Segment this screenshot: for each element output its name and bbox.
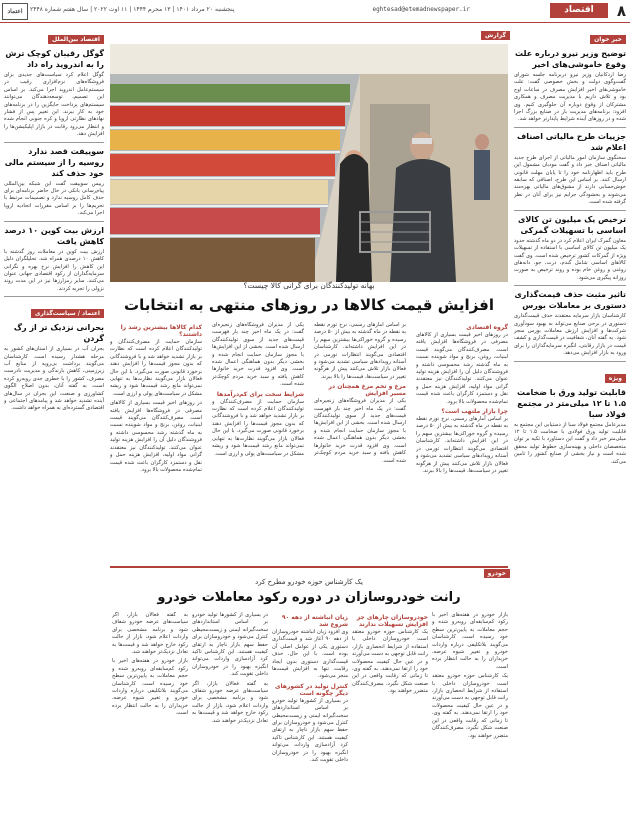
news-item xyxy=(514,131,626,207)
left-column-tag: اقتصاد بین‌الملل xyxy=(48,35,104,44)
bottom-kicker: یک کارشناس حوزه خودرو مطرح کرد xyxy=(255,578,363,586)
divider xyxy=(514,210,626,211)
bottom-column-3 xyxy=(272,612,348,816)
news-body: ارزش بیت کوین در معاملات روز گذشته با کاهش ۱۰ درصدی همراه شد. تحلیلگران دلیل این کاهش را افزایش نرخ بهره و نگرانی سرمایه‌گذاران از رکود اقتصادی جهانی عنوان می‌کنند. سایر رمزارزها نیز در این مدت روند نزولی را تجربه کردند. xyxy=(4,248,104,292)
article-subhead: کنترل تولید در کشورهای دیگر چگونه است xyxy=(274,682,348,697)
article-paragraph: یک کارشناس حوزه خودرو معتقد است خودروسازان داخلی با استفاده از شرایط انحصاری بازار، رانت قابل توجهی به دست می‌آورند و در عین حال کیفیت محصولات خود را ارتقا نمی‌دهند. به گفته وی، تا زمانی که رقابت واقعی در این صنعت شکل نگیرد، مصرف‌کنندگان متضرر خواهند بود. xyxy=(352,629,428,695)
byline: گروه اقتصادی xyxy=(466,324,508,331)
bottom-tag: خودرو xyxy=(484,569,510,578)
divider xyxy=(514,361,626,362)
article-paragraph: وی افزود زیان انباشته خودروسازان از دهه ۹۰ آغاز شد و قیمت‌گذاری دستوری یکی از عوامل اصلی آن بوده است. با این حال، حذف قیمت‌گذاری دستوری بدون ایجاد رقابت، تنها به افزایش قیمت‌ها منجر می‌شود. xyxy=(272,629,348,680)
section-label: اقتصاد xyxy=(550,3,608,18)
divider xyxy=(514,285,626,286)
news-title: جزییات طرح مالیاتی اصناف اعلام شد xyxy=(516,131,626,152)
right-column xyxy=(514,26,626,816)
article-column-4 xyxy=(110,322,202,562)
article-paragraph: سازمان حمایت از مصرف‌کنندگان و تولیدکنندگان اعلام کرده است که نظارت بر بازار تشدید خواهد شد و با فروشندگانی که بدون مجوز قیمت‌ها را افزایش دهند برخورد قانونی صورت می‌گیرد. با این حال فعالان بازار می‌گویند نظارت‌ها به تنهایی نمی‌تواند مانع رشد قیمت‌ها شود و ریشه مشکل در سیاست‌های پولی و ارزی است. xyxy=(212,398,304,457)
news-title: ارزش بیت کوین ۱۰ درصد کاهش یافت xyxy=(4,225,104,246)
news-title: توضیح وزیر نیرو درباره علت وقوع خاموشی‌های اخیر xyxy=(515,49,626,69)
left-bottom-tag: اعتماد / سیاست‌گذاری xyxy=(31,309,104,318)
bottom-headline: رانت خودروسازان در دوره رکود معاملات خودرو xyxy=(157,590,461,605)
divider xyxy=(4,296,104,297)
article-paragraph: بر اساس آمارهای رسمی، نرخ تورم نقطه به نقطه در ماه گذشته به بیش از ۵۰ درصد رسیده و گروه خوراکی‌ها بیشترین سهم را در این افزایش داشته‌اند. کارشناسان اقتصادی می‌گویند انتظارات تورمی در آستانه رویدادهای سیاسی تشدید می‌شود و فعالان بازار تلاش می‌کنند پیش از هرگونه تغییر در سیاست‌ها، قیمت‌ها را بالا ببرند. xyxy=(314,322,406,380)
bottom-column-1 xyxy=(432,612,508,816)
article-paragraph: سازمان حمایت از مصرف‌کنندگان و تولیدکنندگان اعلام کرده است که نظارت بر بازار تشدید خواهد شد و با فروشندگانی که بدون مجوز قیمت‌ها را افزایش دهند برخورد قانونی صورت می‌گیرد. با این حال فعالان بازار می‌گویند نظارت‌ها به تنهایی نمی‌تواند مانع رشد قیمت‌ها شود و ریشه مشکل در سیاست‌های پولی و ارزی است. xyxy=(110,339,202,397)
divider xyxy=(514,127,626,128)
main-article xyxy=(110,322,508,562)
bottom-column-5 xyxy=(112,612,188,816)
article-subhead: مرغ و تخم مرغ همچنان در مسیر افزایش xyxy=(328,383,406,398)
right-column-tag: خبر خوان xyxy=(590,35,626,44)
divider xyxy=(4,142,104,143)
article-column-2 xyxy=(314,322,406,562)
article-subhead: خودروسازان چارهای جز افزایش تسهیلات ندارند xyxy=(356,614,428,628)
left-bottom-body: بحران آب در بسیاری از استان‌های کشور به مرحله هشدار رسیده است. کارشناسان می‌گویند برداشت بی‌رویه از منابع آب زیرزمینی، کاهش بارندگی و مدیریت نادرست مصرف، کشور را با خطری جدی روبه‌رو کرده است. به گفته آنان، بدون اصلاح الگوی کشاورزی و صنعت، این بحران در سال‌های آینده تشدید خواهد شد و پیامدهای اجتماعی و اقتصادی گسترده‌ای به همراه خواهد داشت. xyxy=(4,346,104,412)
article-paragraph: یکی از مدیران فروشگاه‌های زنجیره‌ای گفت: در یک ماه اخیر چند بار فهرست قیمت‌های جدید از سوی تولیدکنندگان ارسال شده است. بخشی از این افزایش‌ها با مجوز سازمان حمایت انجام شده و بخشی دیگر بدون هماهنگی اعمال شده است. وی افزود قدرت خرید خانوارها کاهش یافته و سبد خرید مردم کوچک‌تر شده است. xyxy=(314,398,406,464)
newspaper-logo: اعتماد xyxy=(2,3,28,20)
bottom-column-2 xyxy=(352,612,428,816)
left-column xyxy=(4,26,104,816)
bottom-column-4 xyxy=(192,612,268,816)
article-column-1 xyxy=(416,322,508,562)
main-report-tag: گزارش xyxy=(481,31,510,40)
news-item xyxy=(4,146,104,218)
article-paragraph: در بسیاری از کشورها تولید خودرو بر اساس استانداردهای سخت‌گیرانه ایمنی و زیست‌محیطی کنترل می‌شود و خودروسازان برای حفظ سهم بازار ناچار به ارتقای کیفیت هستند. این کارشناس تاکید کرد آزادسازی واردات می‌تواند انگیزه بهبود را در خودروسازان داخلی تقویت کند. xyxy=(272,697,348,764)
left-bottom-title: بحرانی نزدیک تر از رگ گردن xyxy=(13,323,104,344)
article-paragraph: در روزهای اخیر قیمت بسیاری از کالاهای مصرفی در فروشگاه‌ها افزایش یافته است. مصرف‌کنندگان می‌گویند قیمت لبنیات، روغن، برنج و مواد شوینده نسبت به ماه گذشته رشد محسوسی داشته و فروشندگان دلیل آن را افزایش هزینه تولید عنوان می‌کنند. تولیدکنندگان نیز معتقدند گرانی مواد اولیه، افزایش هزینه حمل و نقل و دستمزد کارگران باعث شده قیمت تمام‌شده محصولات بالا برود. xyxy=(110,400,202,473)
news-body: رضا اردکانیان وزیر نیرو دربرنامه جلسه شورای گفت‌وگوی دولت و بخش خصوصی گفت: علت خاموشی‌های اخیر افزایش مصرف در ساعات اوج بود و تلاش داریم با مدیریت مصرف و همکاری مشترکان از وقوع دوباره آن جلوگیری کنیم. وی افزود: برنامه‌های مدیریت بار در صنایع بزرگ اجرا شده و در روزهای آینده شرایط پایدارتر خواهد شد. xyxy=(514,72,626,123)
article-paragraph: به گفته فعالان بازار، اگر سیاست‌های عرضه خودرو شفاف شود و برنامه مشخصی برای واردات اعلام شود، بازار از حالت رکود خارج خواهد شد و قیمت‌ها به تعادل نزدیک‌تر خواهند شد. xyxy=(192,680,268,724)
article-paragraph: بازار خودرو در هفته‌های اخیر با رکود کم‌سابقه‌ای روبه‌رو شده و حجم معاملات به پایین‌ترین سطح خود رسیده است. کارشناسان می‌گویند بلاتکلیفی درباره واردات خودرو و تغییر شیوه عرضه، خریداران را به حالت انتظار برده است. xyxy=(112,658,188,717)
page-header xyxy=(0,0,630,23)
article-paragraph: یک کارشناس حوزه خودرو معتقد است خودروسازان داخلی با استفاده از شرایط انحصاری بازار، رانت قابل توجهی به دست می‌آورند و در عین حال کیفیت محصولات خود را ارتقا نمی‌دهند. به گفته وی، تا زمانی که رقابت واقعی در این صنعت شکل نگیرد، مصرف‌کنندگان متضرر خواهند بود. xyxy=(432,673,508,739)
right-bottom-title: قابلیت تولید ورق با ضخامت ۱.۵ تا ۱۲ میلی‌متر در مجتمع فولاد سبا xyxy=(517,387,626,419)
news-body: رییس سوییفت گفت این شبکه بین‌المللی پیام‌رسانی بانکی در حال حاضر برنامه‌ای برای حذف کامل روسیه ندارد و تصمیمات مرتبط با تحریم‌ها را بر اساس مقررات اتحادیه اروپا اجرا می‌کند. xyxy=(4,180,104,217)
main-headline: افزایش قیمت کالاها در روزهای منتهی به انتخابات xyxy=(124,296,494,314)
divider xyxy=(4,221,104,222)
news-title: ترخیص یک میلیون تن کالای اساسی با تسهیلات گمرکی xyxy=(517,214,626,235)
news-item xyxy=(4,48,104,139)
news-item xyxy=(4,225,104,293)
article-subhead: چرا بازار ملتهب است؟ xyxy=(441,408,508,416)
news-body: سخنگوی سازمان امور مالیاتی از اجرای طرح جدید مالیاتی اصناف خبر داد و گفت مودیان مشمول این طرح باید اظهارنامه خود را تا پایان مهلت قانونی ارسال کنند. بر اساس این طرح، اصنافی که سابقه خوش‌حسابی دارند از مشوق‌های مالیاتی بهره‌مند می‌شوند و بخشودگی جرایم نیز برای آنان در نظر گرفته شده است. xyxy=(514,154,626,206)
article-paragraph: در بسیاری از کشورها تولید خودرو بر اساس استانداردهای سخت‌گیرانه ایمنی و زیست‌محیطی کنترل می‌شود و خودروسازان برای حفظ سهم بازار ناچار به ارتقای کیفیت هستند. این کارشناس تاکید کرد آزادسازی واردات می‌تواند انگیزه بهبود را در خودروسازان داخلی تقویت کند. xyxy=(192,612,268,678)
page-number: ۸ xyxy=(616,2,626,20)
article-subhead: شرایط سخت برای کم‌درآمدها xyxy=(216,390,304,398)
news-title: تاثیر مثبت حذف قیمت‌گذاری دستوری بر معاملات بورس xyxy=(514,290,626,311)
news-body: کارشناسان بازار سرمایه معتقدند حذف قیمت‌گذاری دستوری در برخی صنایع می‌تواند به بهبود سودآوری شرکت‌ها و افزایش ارزش معاملات بورس منجر شود. به گفته آنان، شفافیت در قیمت‌گذاری و کشف قیمت در بازار رقابتی، انگیزه سرمایه‌گذاران را برای ورود به بازار افزایش می‌دهد. xyxy=(514,313,626,357)
article-paragraph: در روزهای اخیر قیمت بسیاری از کالاهای مصرفی در فروشگاه‌ها افزایش یافته است. مصرف‌کنندگان می‌گویند قیمت لبنیات، روغن، برنج و مواد شوینده نسبت به ماه گذشته رشد محسوسی داشته و فروشندگان دلیل آن را افزایش هزینه تولید عنوان می‌کنند. تولیدکنندگان نیز معتقدند گرانی مواد اولیه، افزایش هزینه حمل و نقل و دستمزد کارگران باعث شده قیمت تمام‌شده محصولات بالا برود. xyxy=(416,332,508,405)
news-item xyxy=(514,289,626,357)
article-paragraph: بازار خودرو در هفته‌های اخیر با رکود کم‌سابقه‌ای روبه‌رو شده و حجم معاملات به پایین‌ترین سطح خود رسیده است. کارشناسان می‌گویند بلاتکلیفی درباره واردات خودرو و تغییر شیوه عرضه، خریداران را به حالت انتظار برده است. xyxy=(432,612,508,670)
article-subhead: زیان انباشته از دهه ۹۰ شروع شد xyxy=(281,614,348,628)
right-bottom-body: مدیرعامل مجتمع فولاد سبا از دستیابی این مجتمع به قابلیت تولید ورق فولادی با ضخامت ۱.۵ تا ۱۲ میلی‌متر خبر داد و گفت این دستاورد با تکیه بر توان متخصصان داخلی و بهینه‌سازی خطوط تولید محقق شده است و نیاز بخشی از صنایع کشور را تامین می‌کند. xyxy=(514,421,626,465)
news-title: گوگل رقیبان کوچک ترش را به اندروید راه داد xyxy=(5,49,104,69)
bottom-article xyxy=(110,612,508,816)
supermarket-scene-image xyxy=(110,44,508,282)
article-column-3 xyxy=(212,322,304,562)
main-kicker: بهانه تولیدکنندگان برای گرانی کالا چیست؟ xyxy=(243,281,375,290)
news-body: معاون گمرک ایران اعلام کرد در دو ماه گذشته حدود یک میلیون تن کالای اساسی با استفاده از تسهیلات ویژه از گمرکات کشور ترخیص شده است. وی گفت کالاهای اساسی شامل گندم، ذرت، جو، دانه‌های روغنی و روغن خام بوده و روند ترخیص به صورت روزانه پیگیری می‌شود. xyxy=(514,237,626,281)
website-address[interactable]: eghtesad@etemadnewspaper.ir xyxy=(372,6,470,13)
article-paragraph: یکی از مدیران فروشگاه‌های زنجیره‌ای گفت: در یک ماه اخیر چند بار فهرست قیمت‌های جدید از سوی تولیدکنندگان ارسال شده است. بخشی از این افزایش‌ها با مجوز سازمان حمایت انجام شده و بخشی دیگر بدون هماهنگی اعمال شده است. وی افزود قدرت خرید خانوارها کاهش یافته و سبد خرید مردم کوچک‌تر شده است. xyxy=(212,322,304,388)
article-paragraph: بر اساس آمارهای رسمی، نرخ تورم نقطه به نقطه در ماه گذشته به بیش از ۵۰ درصد رسیده و گروه خوراکی‌ها بیشترین سهم را در این افزایش داشته‌اند. کارشناسان اقتصادی می‌گویند انتظارات تورمی در آستانه رویدادهای سیاسی تشدید می‌شود و فعالان بازار تلاش می‌کنند پیش از هرگونه تغییر در سیاست‌ها، قیمت‌ها را بالا ببرند. xyxy=(416,416,508,474)
right-bottom-tag: ویژه xyxy=(605,374,626,383)
article-subhead: کدام کالاها بیشترین رشد را داشتند؟ xyxy=(120,324,202,338)
article-paragraph: به گفته فعالان بازار، اگر سیاست‌های عرضه خودرو شفاف شود و برنامه مشخصی برای واردات اعلام شود، بازار از حالت رکود خارج خواهد شد و قیمت‌ها به تعادل نزدیک‌تر خواهند شد. xyxy=(112,612,188,656)
supermarket-photo xyxy=(110,44,508,282)
news-item xyxy=(514,214,626,282)
news-title: سوییفت قصد ندارد روسیه را از سیستم مالی خود حذف کند xyxy=(4,146,104,178)
bottom-divider xyxy=(110,566,508,568)
news-body: گوگل اعلام کرد سیاست‌های جدیدی برای فروشگاه‌های نرم‌افزاری رقیب در سیستم‌عامل اندروید اجرا می‌کند. بر اساس این تصمیم، توسعه‌دهندگان می‌توانند سیستم‌های پرداخت جایگزین را در برنامه‌های خود به کار ببرند. این تغییر پس از فشار نهادهای نظارتی اروپا و کره جنوبی انجام شده و انتظار می‌رود رقابت در بازار اپلیکیشن‌ها را افزایش دهد. xyxy=(4,72,104,138)
date-line: پنجشنبه ۲۰ مرداد ۱۴۰۱ | ۱۳ محرم ۱۴۴۴ | ۱۱ اوت ۲۰۲۲ | سال هفتم شماره ۲۴۴۸ xyxy=(30,6,235,13)
news-item xyxy=(514,48,626,124)
